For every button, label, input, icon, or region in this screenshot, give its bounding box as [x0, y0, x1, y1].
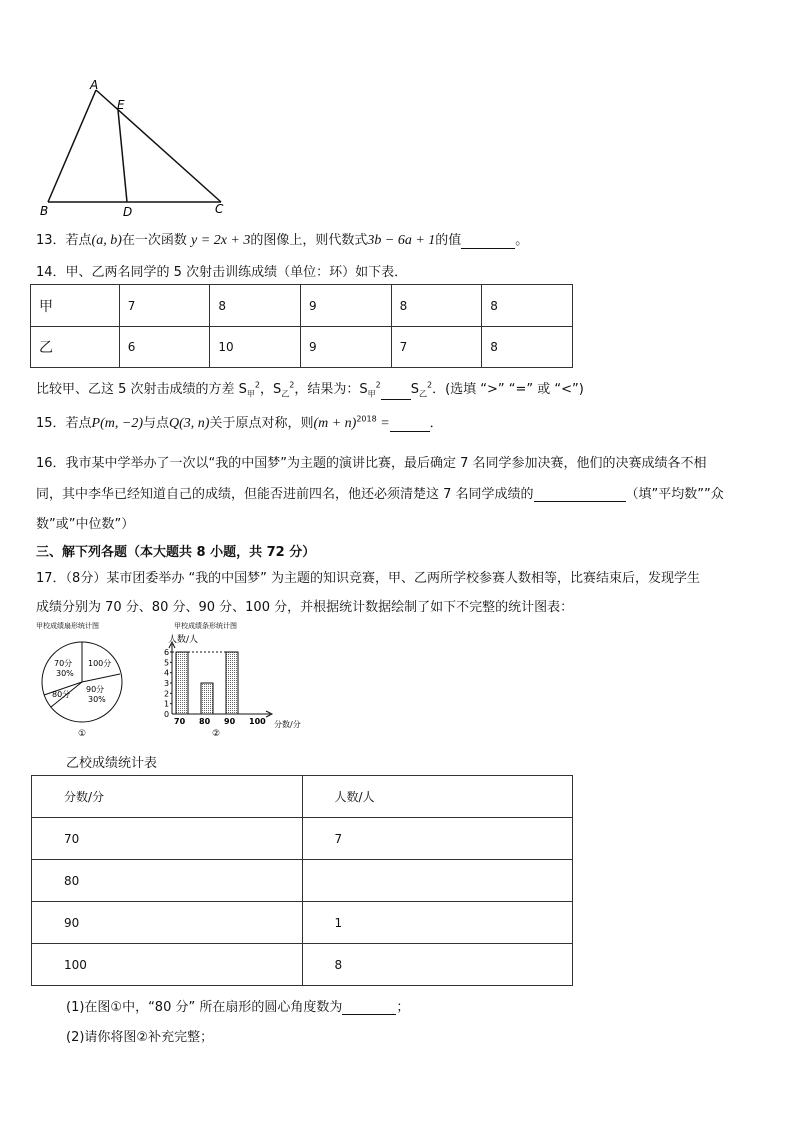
pie-figure-label: ① — [78, 729, 87, 738]
x-tick-label: 70 — [174, 717, 186, 726]
vertex-d-label: D — [123, 205, 133, 219]
question-13: 13．若点(a, b)在一次函数 y = 2x + 3的图像上，则代数式3b − 6a + 1的值 。 — [36, 233, 529, 248]
table-cell: 9 — [301, 327, 392, 368]
triangle-figure — [36, 78, 236, 220]
bar-chart-xlabel: 分数/分 — [274, 720, 301, 729]
question-14-text: 14．甲、乙两名同学的 5 次射击训练成绩（单位：环）如下表． — [36, 265, 408, 280]
score-table-14 — [30, 284, 573, 368]
question-16-line1: 16．我市某中学举办了一次以“我的中国梦”为主题的演讲比赛，最后确定 7 名同学参加决赛，他们的决赛成绩各不相 — [36, 456, 707, 471]
table-cell: 分数/分 — [32, 776, 303, 818]
bar-chart-figure-label: ② — [212, 729, 221, 739]
x-tick-label: 90 — [224, 717, 236, 726]
table-row — [32, 944, 573, 986]
pie-slice-100-name: 100分 — [88, 659, 112, 668]
table-cell: 100 — [32, 944, 303, 986]
pie-chart — [34, 618, 144, 738]
table-cell: 7 — [391, 327, 482, 368]
table-row — [31, 285, 573, 327]
pie-slice-90-name: 90分 — [86, 685, 105, 694]
vertex-e-label: E — [117, 98, 125, 112]
table-cell: 乙 — [31, 327, 120, 368]
vertex-c-label: C — [215, 202, 224, 216]
y-tick-label: 4 — [164, 668, 170, 678]
table-cell: 90 — [32, 902, 303, 944]
yi-score-table — [31, 775, 573, 986]
bar-chart-ylabel: 人数/人 — [168, 635, 199, 645]
table-cell: 70 — [32, 818, 303, 860]
x-tick-label: 100 — [249, 717, 266, 726]
table-cell: 8 — [482, 327, 573, 368]
table-row — [32, 776, 573, 818]
table-cell: 10 — [210, 327, 301, 368]
table-cell: 甲 — [31, 285, 120, 327]
question-16-line2: 同，其中李华已经知道自己的成绩，但能否进前四名，他还必须清楚这 7 名同学成绩的 （填”平均数””众 — [36, 487, 724, 502]
question-17-line2: 成绩分别为 70 分、80 分、90 分、100 分，并根据统计数据绘制了如下不完整的统计图表： — [36, 600, 574, 615]
table-cell: 8 — [482, 285, 573, 327]
table-cell — [302, 860, 573, 902]
pie-slice-70-name: 70分 — [54, 659, 73, 668]
pie-slice-70-pct: 30% — [56, 669, 74, 678]
answer-blank-17-1[interactable] — [342, 1000, 396, 1015]
bar-70 — [176, 652, 188, 714]
table-row — [32, 860, 573, 902]
bar-chart — [146, 618, 316, 740]
y-tick-label: 3 — [164, 679, 170, 688]
answer-blank-15[interactable] — [390, 417, 430, 432]
table-cell: 8 — [302, 944, 573, 986]
table-cell: 9 — [301, 285, 392, 327]
table-cell: 80 — [32, 860, 303, 902]
y-tick-label: 0 — [164, 710, 170, 719]
y-tick-label: 2 — [164, 689, 170, 699]
pie-slice-90-pct: 30% — [88, 695, 106, 704]
question-17-sub2: (2)请你将图②补充完整； — [66, 1030, 214, 1045]
question-17-sub1: (1)在图①中，“80 分” 所在扇形的圆心角度数为 ； — [66, 1000, 410, 1015]
table-row — [31, 327, 573, 368]
x-tick-label: 80 — [199, 717, 211, 726]
table-cell: 7 — [119, 285, 210, 327]
answer-blank-16[interactable] — [534, 487, 626, 502]
answer-blank-13[interactable] — [461, 234, 515, 249]
bar-80 — [201, 683, 213, 714]
question-14-compare: 比较甲、乙这 5 次射击成绩的方差 $S_甲^2$，$S_乙^2$，结果为：$S_甲^2$ $S_乙^2$．(选填 “>” “=” 或 “<”) — [36, 380, 584, 399]
table-cell: 6 — [119, 327, 210, 368]
table-cell: 8 — [210, 285, 301, 327]
yi-table-title: 乙校成绩统计表 — [66, 756, 158, 771]
pie-slice-80-name: 80分 — [52, 690, 71, 699]
y-tick-label: 5 — [164, 658, 170, 668]
table-cell: 8 — [391, 285, 482, 327]
pie-title: 甲校成绩扇形统计图 — [36, 622, 99, 630]
table-cell: 人数/人 — [302, 776, 573, 818]
table-cell: 7 — [302, 818, 573, 860]
answer-blank-14[interactable] — [381, 385, 411, 400]
question-17-line1: 17．（8分）某市团委举办 “我的中国梦” 为主题的知识竞赛，甲、乙两所学校参赛人数相等，比赛结束后，发现学生 — [36, 571, 701, 586]
question-16-line3: 数”或”中位数”） — [36, 517, 135, 532]
vertex-b-label: B — [40, 204, 49, 218]
bar-90 — [226, 652, 238, 714]
question-15: 15．若点P(m, −2)与点Q(3, n)关于原点对称，则$(m + n)^{2018}$ = ． — [36, 414, 443, 431]
table-cell: 1 — [302, 902, 573, 944]
table-row — [32, 818, 573, 860]
y-tick-label: 6 — [164, 648, 170, 657]
vertex-a-label: A — [90, 78, 99, 92]
bar-chart-title: 甲校成绩条形统计图 — [174, 622, 237, 630]
table-row — [32, 902, 573, 944]
y-tick-label: 1 — [164, 699, 170, 709]
section-3-heading: 三、解下列各题（本大题共 8 小题，共 72 分） — [36, 545, 316, 560]
